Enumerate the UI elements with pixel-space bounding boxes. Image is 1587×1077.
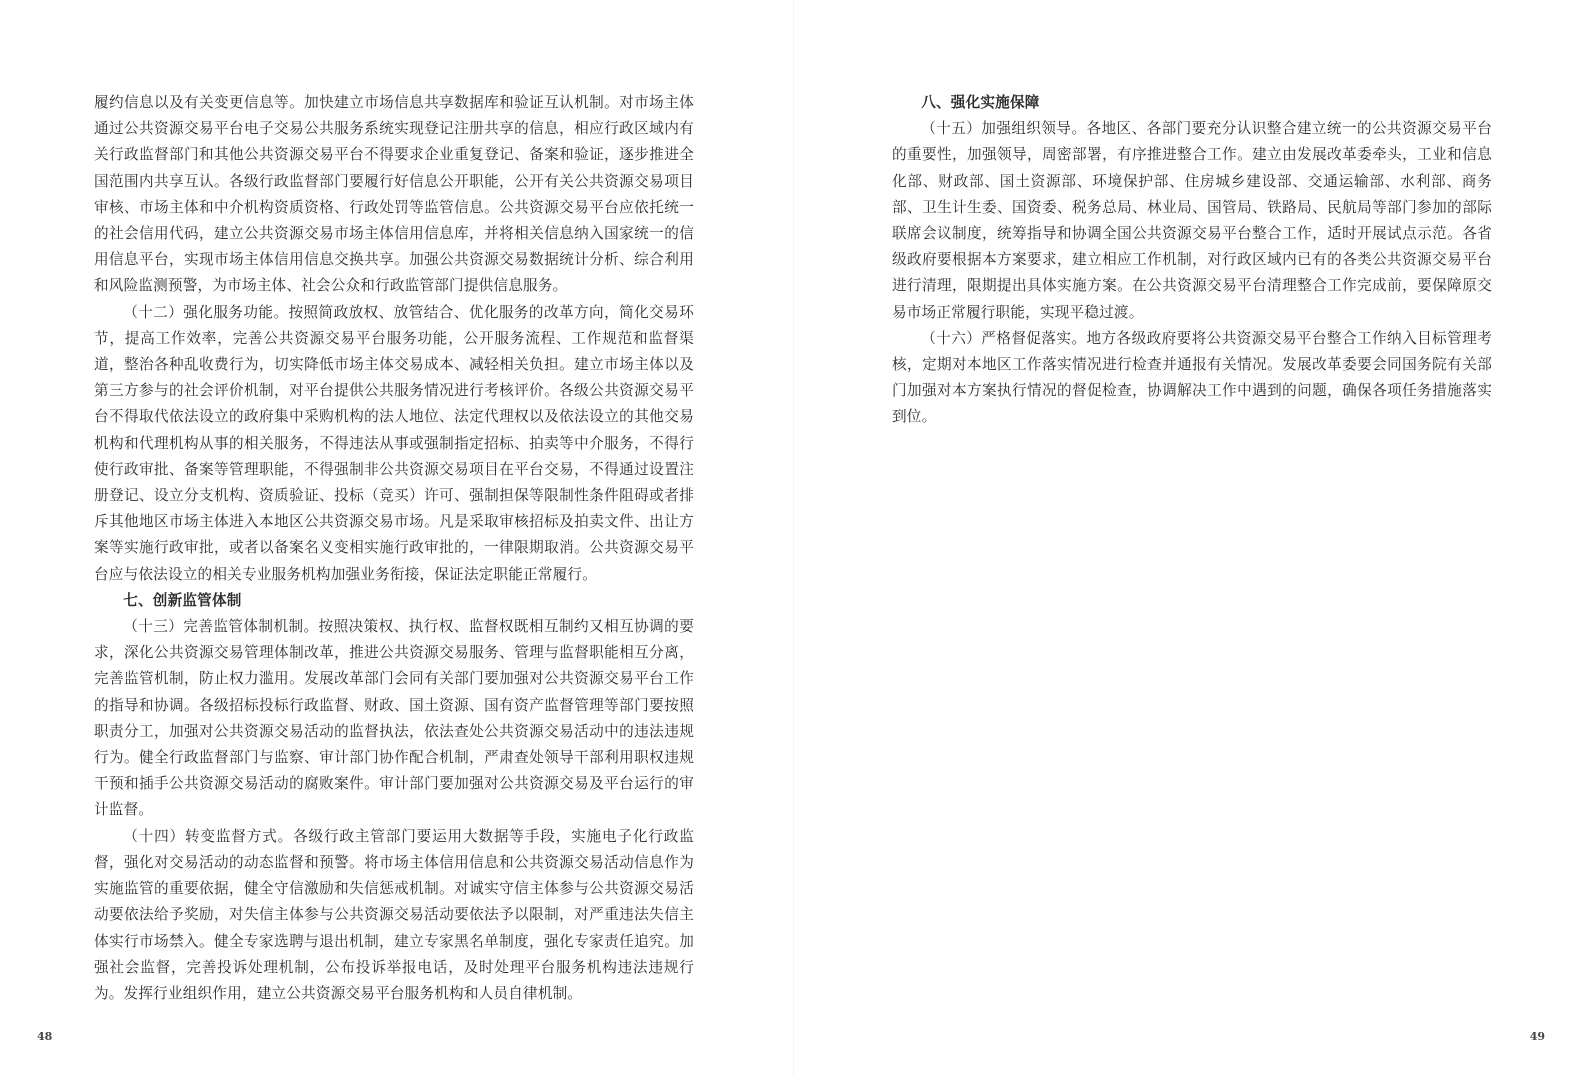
section-heading-8: 八、强化实施保障 [921, 94, 1040, 111]
right-page [794, 0, 1587, 1077]
page-number-right: 49 [1529, 1030, 1545, 1043]
left-page [0, 0, 793, 1077]
paragraph-14: （十四）转变监督方式。各级行政主管部门要运用大数据等手段，实施电子化行政监督，强化对交易活动的动态监督和预警。将市场主体信用信息和公共资源交易活动信息作为实施监管的重要依据，健全守信激励和失信惩戒机制。对诚实守信主体参与公共资源交易活动要依法给予奖励，对失信主体参与公共资源交易活动要依法予以限制，对严重违法失信主体实行市场禁入。健全专家选聘与退出机制，建立专家黑名单制度，强化专家责任追究。加强社会监督，完善投诉处理机制，公布投诉举报电话，及时处理平台服务机构违法违规行为。发挥行业组织作用，建立公共资源交易平台服务机构和人员自律机制。 [94, 827, 694, 1002]
left-page-body [94, 90, 694, 1007]
paragraph-16: （十六）严格督促落实。地方各级政府要将公共资源交易平台整合工作纳入目标管理考核，定期对本地区工作落实情况进行检查并通报有关情况。发展改革委要会同国务院有关部门加强对本方案执行情况的督促检查，协调解决工作中遇到的问题，确保各项任务措施落实到位。 [892, 329, 1492, 426]
page-number-left: 48 [37, 1030, 53, 1043]
paragraph-15: （十五）加强组织领导。各地区、各部门要充分认识整合建立统一的公共资源交易平台的重要性，加强领导，周密部署，有序推进整合工作。建立由发展改革委牵头，工业和信息化部、财政部、国土资源部、环境保护部、住房城乡建设部、交通运输部、水利部、商务部、卫生计生委、国资委、税务总局、林业局、国管局、铁路局、民航局等部门参加的部际联席会议制度，统筹指导和协调全国公共资源交易平台整合工作，适时开展试点示范。各省级政府要根据本方案要求，建立相应工作机制，对行政区域内已有的各类公共资源交易平台进行清理，限期提出具体实施方案。在公共资源交易平台清理整合工作完成前，要保障原交易市场正常履行职能，实现平稳过渡。 [892, 120, 1492, 321]
paragraph-13: （十三）完善监管体制机制。按照决策权、执行权、监督权既相互制约又相互协调的要求，深化公共资源交易管理体制改革，推进公共资源交易服务、管理与监督职能相互分离，完善监管机制，防止权力滥用。发展改革部门会同有关部门要加强对公共资源交易平台工作的指导和协调。各级招标投标行政监督、财政、国土资源、国有资产监督管理等部门要按照职责分工，加强对公共资源交易活动的监督执法，依法查处公共资源交易活动中的违法违规行为。健全行政监督部门与监察、审计部门协作配合机制，严肃查处领导干部利用职权违规干预和插手公共资源交易活动的腐败案件。审计部门要加强对公共资源交易及平台运行的审计监督。 [94, 618, 694, 819]
paragraph-continued: 履约信息以及有关变更信息等。加快建立市场信息共享数据库和验证互认机制。对市场主体通过公共资源交易平台电子交易公共服务系统实现登记注册共享的信息，相应行政区域内有关行政监督部门和其他公共资源交易平台不得要求企业重复登记、备案和验证，逐步推进全国范围内共享互认。各级行政监督部门要履行好信息公开职能，公开有关公共资源交易项目审核、市场主体和中介机构资质资格、行政处罚等监管信息。公共资源交易平台应依托统一的社会信用代码，建立公共资源交易市场主体信用信息库，并将相关信息纳入国家统一的信用信息平台，实现市场主体信用信息交换共享。加强公共资源交易数据统计分析、综合利用和风险监测预警，为市场主体、社会公众和行政监管部门提供信息服务。 [94, 94, 694, 295]
right-page-body [892, 90, 1492, 431]
section-heading-7: 七、创新监管体制 [123, 591, 242, 609]
paragraph-12: （十二）强化服务功能。按照简政放权、放管结合、优化服务的改革方向，简化交易环节，提高工作效率，完善公共资源交易平台服务功能，公开服务流程、工作规范和监督渠道，整治各种乱收费行为，切实降低市场主体交易成本、减轻相关负担。建立市场主体以及第三方参与的社会评价机制，对平台提供公共服务情况进行考核评价。各级公共资源交易平台不得取代依法设立的政府集中采购机构的法人地位、法定代理权以及依法设立的其他交易机构和代理机构从事的相关服务，不得违法从事或强制指定招标、拍卖等中介服务，不得行使行政审批、备案等管理职能，不得强制非公共资源交易项目在平台交易，不得通过设置注册登记、设立分支机构、资质验证、投标（竞买）许可、强制担保等限制性条件阻碍或者排斥其他地区市场主体进入本地区公共资源交易市场。凡是采取审核招标及拍卖文件、出让方案等实施行政审批，或者以备案名义变相实施行政审批的，一律限期取消。公共资源交易平台应与依法设立的相关专业服务机构加强业务衔接，保证法定职能正常履行。 [94, 303, 694, 583]
